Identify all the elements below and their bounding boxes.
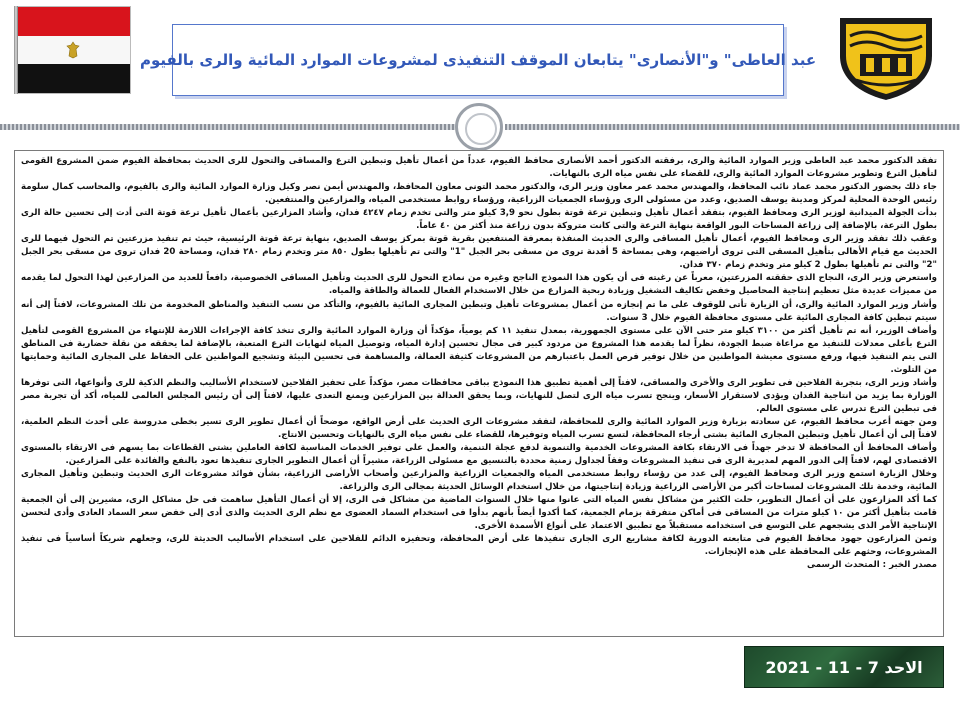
publication-date: الاحد 7 - 11 - 2021 <box>765 657 923 677</box>
article-paragraph: وأضاف الوزير، أنه تم تأهيل أكثر من ٣١٠٠ كيلو متر حتى الآن على مستوى الجمهورية، بمعدل تنفيذ ١١ كم يومياً، مؤكداً أن وزارة الموارد المائية والرى تتخذ كافة الإجراءات اللازمة للإنتهاء من المشروع القومى لتأهيل الترع بأعلى معدلات للتنفيذ مع مراعاة ضبط الجودة، نظراً لما يقدمه هذا المشروع من مردود كبير فى مجال تحسين إدارة المياه، وتوصيل المياه لنهايات الترع المتعبة، بالإضافة لما يحققه من نقلة حضارية فى المناطق التى يتم التنفيذ فيها، ورفع مستوى معيشة المواطنين من خلال توفير فرص العمل باعتبارهم من المشروعات كثيفة العمالة، والمساهمة فى تحسين البيئة وتشجيع المواطنين على الحفاظ على المجارى المائية وحمايتها من التلوث. <box>21 325 937 375</box>
article-paragraph: ومن جهته أعرب محافظ الفيوم، عن سعادته بزيارة وزير الموارد المائية والرى للمحافظة، لتفقد مشروعات الرى الحديث على أرض الواقع، موضحاً أن أعمال تطوير الرى تسير بخطى مدروسة على أحدث النظم العلمية، لافتاً إلى أن أعمال تأهيل وتبطين المجارى المائية بشتى أرجاء المحافظة، لتسع تسرب المياه وتوفيرها، للقضاء على نفس مياه الرى بالنهايات وتحسين الانتاج. <box>21 416 937 440</box>
headline: عبد العاطى" و"الأنصارى" يتابعان الموقف التنفيذى لمشروعات الموارد المائية والرى بالفيوم <box>139 51 817 69</box>
article-paragraph: وأضاف المحافظ أن المحافظة لا تدخر جهداً فى الارتقاء بكافة المشروعات الخدمية والتنموية لدفع عجلة التنمية، والعمل على توفير الخدمات المناسبة لكافة العاملين بشتى القطاعات بما يسهم فى الارتقاء بالمستوى الاقتصادى لهم، لافتاً إلى الدور المهم لمديرية الرى فى تنفيذ المشروعات وفقاً لجداول زمنية محددة بالتنسيق مع مسئولى الزراعة، مشيراً أن أعمال التطوير الجارى تنفيذها تعود بالنفع والفائدة على المزارعين. <box>21 443 937 467</box>
article-paragraph: وأشاد وزير الرى، بتجربة الفلاحين فى تطوير الرى والأخرى والمساقى، لافتاً إلى أهمية تطبيق هذا النموذج بباقى محافظات مصر، مؤكداً على تحفيز الفلاحين لاستخدام الأساليب والنظم الذكية للرى وأنواعها، التى توفرها الوزارة بما يزيد من انتاجية الفدان ويؤدى لاستقرار الأسعار، وينجح تسرب مياه الرى لتصل للنهايات، وبما يحقق العدالة بين المزارعين ويمنع التعدى عليها، لافتاً إلى أن رئيس المجلس العالمى للمياه، أكد أن تجربة مصر فى تبطين الترع تدرس على مستوى العالم. <box>21 377 937 414</box>
news-source: مصدر الخبر : المتحدث الرسمى <box>807 560 937 571</box>
article-paragraph: جاء ذلك بحضور الدكتور محمد عماد نائب المحافظ، والمهندس محمد عمر معاون وزير الرى، والدكتور محمد التونى معاون المحافظ، والمهندس أيمن نصر وكيل وزارة الموارد المائية والرى بالفيوم، والمحاسب كمال سلومة رئيس الوحدة المحلية لمركز ومدينة يوسف الصديق، وعدد من مسئولى الرى ورؤساء الجمعيات الزراعية، ورؤساء روابط مستخدمى المياه، والمزارعين والمنتفعين. <box>21 182 937 206</box>
article-body <box>21 155 937 573</box>
article-paragraph: تفقد الدكتور محمد عبد العاطى وزير الموارد المائية والرى، برفقته الدكتور أحمد الأنصارى محافظ الفيوم، عدداً من أعمال تأهيل وتبطين الترع والمساقى والتحول للرى الحديث بمحافظة الفيوم ضمن المشروع القومى لتأهيل الترع وتطوير مشروعات الموارد المائية والرى، للقضاء على نفس مياه الرى بالنهايات. <box>21 156 937 180</box>
flag-red-stripe <box>15 7 130 36</box>
separator-ornament-icon <box>455 103 503 151</box>
article-paragraph: بدأت الجولة الميدانية لوزير الرى ومحافظ الفيوم، بتفقد أعمال تأهيل وتبطين ترعة قوتة بطول نحو 3,9 كيلو متر والتى تخدم زمام ٤٢٤٧ فدان، وأشاد المزارعين بأعمال تأهيل ترعة قوتة التى أدت إلى تحسين حالة الرى بطول الترعة، بالإضافة إلى زراعة المساحات البور الواقعة بنهاية الترعة والتى كانت متروكة بدون زراعة منذ أكثر من ٤٠ عاماً. <box>21 208 937 232</box>
article-frame <box>14 150 944 637</box>
headline-box <box>139 24 817 96</box>
separator-line-right <box>505 124 960 130</box>
date-bar <box>744 646 944 688</box>
ministry-logo-icon <box>826 10 946 102</box>
article-paragraph: واستعرض وزير الرى، النجاح الذى حققته المزرعتين، معرباً عن رغبته فى أن يكون هذا النموذج الناجح وغيره من نماذج التحول للرى الحديث وتأهيل المساقى الخصوصية، دافعاً للعديد من المزارعين لهذا التحول لما يقدمه من مميزات عديدة مثل تعظيم إنتاجية المحاصيل وخفض تكاليف التشغيل وزيادة ربحية المزارع من خلال الاستخدام الفعال للعمالة والطاقة والمياه. <box>21 273 937 297</box>
article-paragraph: وخلال الزيارة استمع وزير الرى ومحافظ الفيوم، إلى عدد من رؤساء روابط مستخدمى المياه والجمعيات الزراعية والمزارعين وأصحاب الأراضى الزراعية، بشأن فوائد مشروعات الرى الحديث وتبطين وتأهيل المجارى المائية، وخدمة تلك المشروعات لمساحات أكبر من الأراضى الزراعية وزيادة إنتاجيتها، من خلال استخدام الوسائل الحديثة بمجالى الرى والزراعة. <box>21 469 937 493</box>
article-paragraph: وأشار وزير الموارد المائية والرى، أن الزيارة تأتى للوقوف على ما تم إنجازه من أعمال بمشروعات تأهيل وتبطين المجارى المائية بالفيوم، والتأكد من نسب التنفيذ والمناطق المخدومة من تلك المشروعات، لافتاً إلى أنه سيتم تبطين كافة المجارى المائية على مستوى محافظة الفيوم خلال 3 سنوات. <box>21 299 937 323</box>
egypt-flag-icon <box>14 6 131 94</box>
flag-pole <box>14 6 18 94</box>
article-paragraph: وثمن المزارعون جهود محافظ الفيوم فى متابعته الدورية لكافة مشاريع الرى الجارى تنفيذها على أرض المحافظة، وتحفيزه الدائم للفلاحين على استخدام الأساليب الحديثة للرى، وجعلهم شريكاً أساسياً فى تنفيذ المشروعات، وحثهم على المحافظة على هذه الإنجازات. <box>21 534 937 558</box>
eagle-emblem-icon <box>65 41 81 59</box>
separator-line-left <box>0 124 455 130</box>
article-paragraph: وعقب ذلك تفقد وزير الرى ومحافظ الفيوم، أعمال تأهيل المساقى والرى الحديث المنفذة بمعرفة المنتفعين بقرية قوتة بمركز يوسف الصديق، بنهاية ترعة قوتة الرئيسية، حيث تم تنفيذ مزرعتين تم التحول فيهما للرى الحديث مع قيام الأهالى بتأهيل المسقى التى تروى أراضيهم، وهى بمساحة 5 أفدنة تروى من مسقى بحر الجبل "1" والتى تم تأهيلها بطول ٨٥٠ متر وتخدم زمام ٢٨٠ فدان، ومساحة 20 فدان تروى من مسقى بحر الجبل "2" والتى تم تأهيلها بطول 2 كيلو متر وتخدم زمام ٣٧٠ فدان. <box>21 234 938 271</box>
article-paragraph: كما أكد المزارعون على أن أعمال التطوير، حلت الكثير من مشاكل نفس المياه التى عانوا منها خلال السنوات الماضية من مشاكل فى الرى، إلا أن أعمال التأهيل ساهمت فى حل مشاكل الرى، مشيرين إلى أن الجمعية قامت بتأهيل أكثر من ١٠ كيلو مترات من المساقى فى أماكن متفرقة بزمام الجمعية، كما أكدوا أيضاً بأنهم بدأوا فى استخدام السماد العضوى مع نظم الرى الحديث والذى أدى إلى خفض سعر السماد العادى وأدى لتحسن الإنتاجية الأمر الذى يشجعهم على التوسع فى استخدامه مستقبلاً مع تطبيق الاعتماد على أنواع الأسمدة الأخرى. <box>21 495 937 532</box>
flag-black-stripe <box>15 64 130 93</box>
